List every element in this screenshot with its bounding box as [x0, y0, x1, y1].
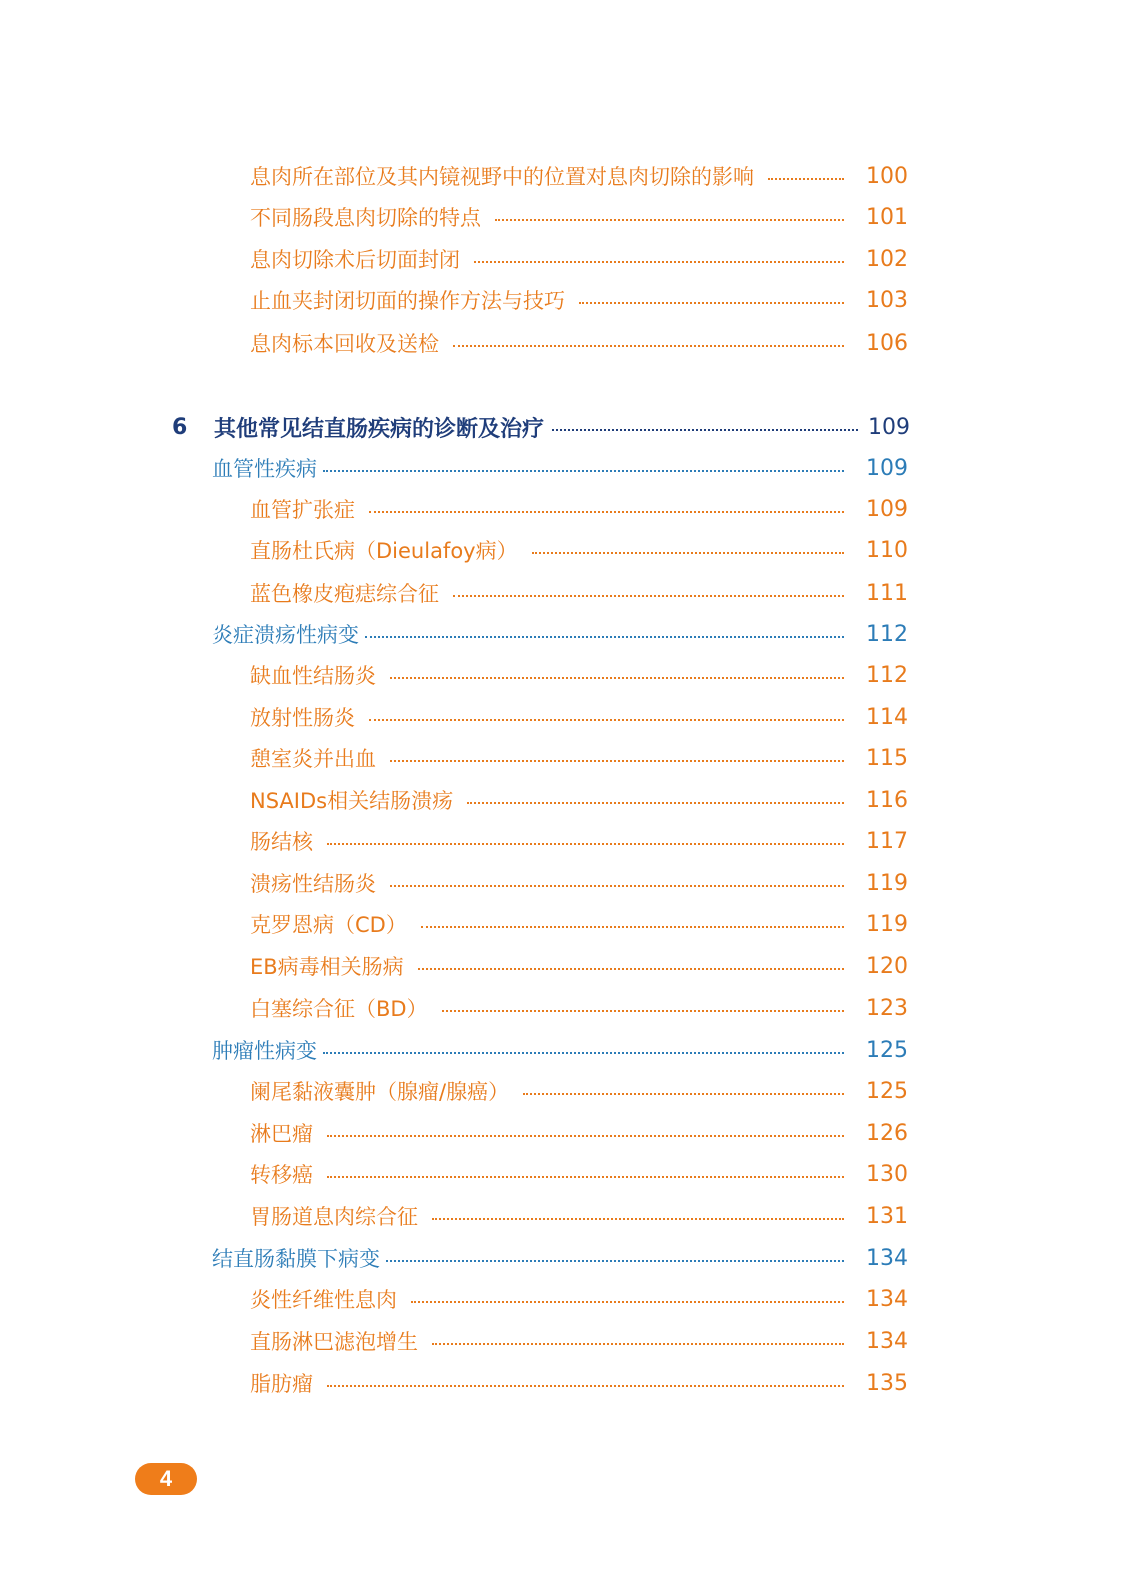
toc-entry-page: 117: [866, 828, 908, 854]
toc-entry-title: 直肠淋巴滤泡增生: [250, 1330, 418, 1354]
chapter-title: 其他常见结直肠疾病的诊断及治疗: [214, 416, 545, 442]
toc-entry[interactable]: [250, 1324, 920, 1358]
toc-entry-page: 100: [866, 163, 908, 189]
leader-dots: [467, 802, 844, 804]
toc-entry-title: NSAIDs相关结肠溃疡: [250, 789, 454, 813]
toc-entry-page: 125: [866, 1078, 908, 1104]
leader-dots: [495, 219, 844, 221]
toc-entry-page: 101: [866, 204, 908, 230]
toc-entry-title: 血管扩张症: [250, 498, 355, 522]
toc-entry[interactable]: [250, 783, 920, 817]
toc-section-title: 结直肠黏膜下病变: [212, 1247, 380, 1271]
toc-entry-title: 直肠杜氏病（Dieulafoy病）: [250, 539, 518, 563]
toc-entry[interactable]: [250, 533, 920, 567]
toc-entry-title: 蓝色橡皮疱痣综合征: [250, 582, 439, 606]
toc-entry-page: 115: [866, 745, 908, 771]
toc-section[interactable]: [212, 1033, 920, 1067]
leader-dots: [552, 429, 858, 431]
leader-dots: [432, 1218, 844, 1220]
toc-entry-page: 119: [866, 870, 908, 896]
toc-section[interactable]: [212, 451, 920, 485]
toc-entry[interactable]: [250, 326, 920, 360]
toc-entry-title: 憩室炎并出血: [250, 747, 376, 771]
toc-section-title: 肿瘤性病变: [212, 1039, 317, 1063]
toc-entry-page: 126: [866, 1120, 908, 1146]
toc-entry-page: 131: [866, 1203, 908, 1229]
leader-dots: [442, 1010, 844, 1012]
toc-entry[interactable]: [250, 159, 920, 193]
toc-section[interactable]: [212, 1241, 920, 1275]
toc-entry[interactable]: [250, 866, 920, 900]
leader-dots: [390, 677, 844, 679]
toc-entry[interactable]: [250, 741, 920, 775]
toc-entry-page: 116: [866, 787, 908, 813]
leader-dots: [386, 1260, 844, 1262]
toc-entry-page: 112: [866, 662, 908, 688]
toc-entry-page: 103: [866, 287, 908, 313]
leader-dots: [327, 1135, 844, 1137]
toc-section[interactable]: [212, 617, 920, 651]
toc-entry-page: 120: [866, 953, 908, 979]
toc-section-page: 134: [866, 1245, 908, 1271]
leader-dots: [453, 595, 844, 597]
toc-entry-title: 转移癌: [250, 1163, 313, 1187]
toc-entry[interactable]: [250, 1157, 920, 1191]
toc-entry-title: 白塞综合征（BD）: [250, 997, 428, 1021]
leader-dots: [768, 178, 844, 180]
toc-entry[interactable]: [250, 576, 920, 610]
leader-dots: [323, 1052, 844, 1054]
leader-dots: [411, 1301, 844, 1303]
toc-chapter-6[interactable]: [172, 410, 922, 444]
toc-entry-title: 溃疡性结肠炎: [250, 872, 376, 896]
toc-entry[interactable]: [250, 242, 920, 276]
toc-entry-title: 克罗恩病（CD）: [250, 913, 407, 937]
toc-entry[interactable]: [250, 1199, 920, 1233]
toc-section-page: 125: [866, 1037, 908, 1063]
toc-entry-title: 止血夹封闭切面的操作方法与技巧: [250, 289, 565, 313]
leader-dots: [323, 470, 844, 472]
leader-dots: [421, 926, 844, 928]
toc-entry-title: 放射性肠炎: [250, 706, 355, 730]
toc-entry-title: 息肉所在部位及其内镜视野中的位置对息肉切除的影响: [250, 165, 754, 189]
toc-entry-page: 102: [866, 246, 908, 272]
toc-entry-page: 109: [866, 496, 908, 522]
toc-entry[interactable]: [250, 658, 920, 692]
leader-dots: [390, 760, 844, 762]
leader-dots: [432, 1343, 844, 1345]
toc-entry[interactable]: [250, 492, 920, 526]
toc-entry-title: 脂肪瘤: [250, 1372, 313, 1396]
leader-dots: [369, 719, 844, 721]
page-number-badge: 4: [135, 1463, 197, 1495]
chapter-page: 109: [868, 414, 910, 440]
leader-dots: [327, 843, 844, 845]
toc-entry-title: 淋巴瘤: [250, 1122, 313, 1146]
toc-entry-title: 缺血性结肠炎: [250, 664, 376, 688]
toc-entry-page: 106: [866, 330, 908, 356]
toc-entry-page: 110: [866, 537, 908, 563]
leader-dots: [474, 261, 844, 263]
leader-dots: [365, 636, 844, 638]
toc-entry[interactable]: [250, 1074, 920, 1108]
toc-section-title: 炎症溃疡性病变: [212, 623, 359, 647]
toc-section-page: 109: [866, 455, 908, 481]
toc-entry[interactable]: [250, 907, 920, 941]
toc-entry-page: 134: [866, 1328, 908, 1354]
leader-dots: [327, 1385, 844, 1387]
toc-entry[interactable]: [250, 824, 920, 858]
toc-entry-title: 炎性纤维性息肉: [250, 1288, 397, 1312]
toc-entry-title: 不同肠段息肉切除的特点: [250, 206, 481, 230]
leader-dots: [523, 1093, 844, 1095]
toc-entry-title: 胃肠道息肉综合征: [250, 1205, 418, 1229]
leader-dots: [453, 345, 844, 347]
toc-entry-page: 111: [866, 580, 908, 606]
leader-dots: [327, 1176, 844, 1178]
toc-entry-page: 134: [866, 1286, 908, 1312]
toc-entry-title: 肠结核: [250, 830, 313, 854]
toc-entry[interactable]: [250, 200, 920, 234]
toc-entry[interactable]: [250, 949, 920, 983]
toc-entry[interactable]: [250, 283, 920, 317]
chapter-number: 6: [172, 414, 188, 440]
toc-entry-page: 135: [866, 1370, 908, 1396]
toc-entry-title: 阑尾黏液囊肿（腺瘤/腺癌）: [250, 1080, 510, 1104]
toc-entry[interactable]: [250, 1116, 920, 1150]
leader-dots: [418, 968, 844, 970]
toc-entry-page: 123: [866, 995, 908, 1021]
toc-section-page: 112: [866, 621, 908, 647]
leader-dots: [390, 885, 844, 887]
toc-entry-page: 119: [866, 911, 908, 937]
toc-entry[interactable]: [250, 991, 920, 1025]
toc-entry-title: 息肉标本回收及送检: [250, 332, 439, 356]
toc-entry-page: 114: [866, 704, 908, 730]
leader-dots: [532, 552, 844, 554]
toc-entry-title: 息肉切除术后切面封闭: [250, 248, 460, 272]
toc-entry[interactable]: [250, 700, 920, 734]
toc-entry[interactable]: [250, 1366, 920, 1400]
leader-dots: [369, 511, 844, 513]
toc-entry-title: EB病毒相关肠病: [250, 955, 404, 979]
toc-section-title: 血管性疾病: [212, 457, 317, 481]
toc-entry-page: 130: [866, 1161, 908, 1187]
toc-entry[interactable]: [250, 1282, 920, 1316]
leader-dots: [579, 302, 844, 304]
